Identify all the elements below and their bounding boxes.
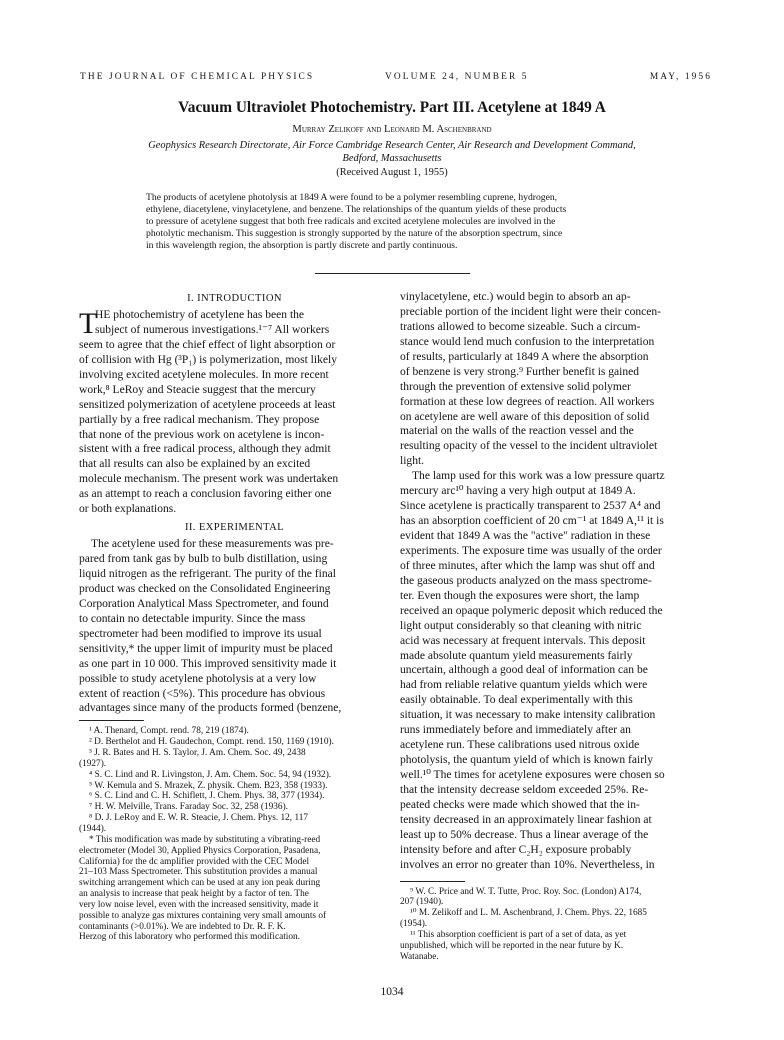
body-line: subject of numerous investigations.¹⁻⁷ All workers <box>95 323 330 336</box>
body-line: through the prevention of extensive solid polymer <box>400 380 631 393</box>
body-line: seem to agree that the chief effect of light absorption or <box>79 338 336 351</box>
footnote: Herzog of this laboratory who performed this modification. <box>79 932 301 943</box>
footnote: (1927). <box>79 758 107 769</box>
footnote: ¹ A. Thenard, Compt. rend. 78, 219 (1874). <box>89 726 249 737</box>
footnote: an analysis to increase that peak height by a factor of ten. The <box>79 889 309 900</box>
footnote: ⁸ D. J. LeRoy and E. W. R. Steacie, J. Chem. Phys. 12, 117 <box>89 813 309 824</box>
body-line: of results, particularly at 1849 A where the absorption <box>400 350 649 363</box>
footnote: California) for the dc amplifier provided with the CEC Model <box>79 856 310 867</box>
body-line: sistent with a free radical process, although they admit <box>79 443 331 456</box>
body-line: well.¹⁰ The times for acetylene exposures were chosen so <box>400 769 665 781</box>
body-line: extent of reaction (<5%). This procedure has obvious <box>79 687 326 700</box>
left-column <box>79 290 390 943</box>
journal-name: THE JOURNAL OF CHEMICAL PHYSICS <box>80 72 315 82</box>
volume-number: VOLUME 24, NUMBER 5 <box>385 72 529 82</box>
footnote: (1954). <box>400 919 428 930</box>
received-date: (Received August 1, 1955) <box>336 167 448 178</box>
body-line: received an opaque polymeric deposit which reduced the <box>400 604 663 617</box>
footnote: Watanabe. <box>400 951 439 962</box>
body-line: formation at these low degrees of reaction. All workers <box>400 395 655 408</box>
footnote: ³ J. R. Bates and H. S. Taylor, J. Am. Chem. Soc. 49, 2438 <box>89 748 306 759</box>
body-line: vinylacetylene, etc.) would begin to absorb an ap- <box>400 291 631 303</box>
body-line: The acetylene used for these measurements was pre- <box>91 538 334 551</box>
body-line: as an attempt to reach a conclusion favoring either one <box>79 488 332 501</box>
right-column <box>400 290 711 962</box>
footnote-divider <box>79 720 144 721</box>
abstract-line: ethylene, diacetylene, vinylacetylene, and benzene. The relationships of the quantum yields of these products <box>146 204 567 215</box>
body-line: the gaseous products analyzed on the mass spectrome- <box>400 574 652 587</box>
body-line: light. <box>400 455 425 468</box>
experimental-paragraph <box>79 537 390 716</box>
body-line: mercury arc¹⁰ having a very high output at 1849 A. <box>400 485 636 498</box>
body-line: material on the walls of the reaction vessel and the <box>400 425 634 438</box>
body-line: intensity before and after C₂H₂ exposure probably <box>400 843 632 856</box>
body-line: acid was necessary at frequent intervals. This deposit <box>400 634 646 647</box>
footnote: ⁴ S. C. Lind and R. Livingston, J. Am. Chem. Soc. 54, 94 (1932). <box>89 769 332 780</box>
issue-date: MAY, 1956 <box>649 72 712 82</box>
body-line: evident that 1849 A was the "active" radiation in these <box>400 530 651 542</box>
abstract-line: photolytic mechanism. This suggestion is strongly supported by the nature of the absorption spectrum, since <box>146 228 563 239</box>
body-line: has an absorption coefficient of 20 cm⁻¹ at 1849 A,¹¹ it is <box>400 515 664 528</box>
section-heading-introduction: I. INTRODUCTION <box>187 293 282 304</box>
body-line: experiments. The exposure time was usually of the order <box>400 544 662 557</box>
body-line: that all results can also be explained by an excited <box>79 458 311 471</box>
footnote: very low noise level, even with the increased sensitivity, made it <box>79 899 319 910</box>
body-line: work,⁸ LeRoy and Steacie suggest that the mercury <box>79 383 316 396</box>
footnote: 21–103 Mass Spectrometer. This substitution provides a manual <box>79 867 318 878</box>
body-line: pared from tank gas by bulb to bulb distillation, using <box>79 553 328 566</box>
body-line: ter. Even though the exposures were short, the lamp <box>400 589 640 602</box>
author-affiliation <box>60 139 724 165</box>
affiliation-line: Geophysics Research Directorate, Air Force Cambridge Research Center, Air Research and Development Command, <box>148 140 636 151</box>
footnote: (1944). <box>79 823 107 834</box>
footnote: ¹⁰ M. Zelikoff and L. M. Aschenbrand, J. Chem. Phys. 22, 1685 <box>410 908 647 919</box>
body-line: or both explanations. <box>79 503 177 516</box>
body-line: that the intensity decrease seldom exceeded 25%. Re- <box>400 783 649 796</box>
body-line: possible to study acetylene photolysis at a very low <box>79 672 317 685</box>
article-authors: Murray Zelikoff and Leonard M. Aschenbrand <box>292 124 492 135</box>
body-line: of benzene is very strong.⁹ Further benefit is gained <box>400 365 640 378</box>
body-line: light output considerably so that cleaning with nitric <box>400 619 642 632</box>
footnote: * This modification was made by substituting a vibrating-reed <box>89 834 321 845</box>
body-line: runs immediately before and immediately after an <box>400 724 631 737</box>
abstract-line: in this wavelength region, the absorption is partly discrete and partly continuous. <box>146 240 458 251</box>
footnotes-right <box>400 887 711 963</box>
footnotes-left <box>79 726 390 943</box>
introduction-paragraph <box>79 308 390 517</box>
body-line: involving excited acetylene molecules. In more recent <box>79 368 329 381</box>
footnote: ⁵ W. Kemula and S. Mrazek, Z. physik. Chem. B23, 358 (1933). <box>89 780 328 791</box>
drop-cap: T <box>79 307 98 340</box>
footnote: electrometer (Model 30, Applied Physics Corporation, Pasadena, <box>79 845 321 856</box>
body-line: of collision with Hg (³P₁) is polymerization, most likely <box>79 353 337 366</box>
body-line: situation, it was necessary to make intensity calibration <box>400 709 656 722</box>
body-line: made absolute quantum yield measurements fairly <box>400 649 633 662</box>
page-number: 1034 <box>380 986 404 998</box>
footnote-divider <box>400 881 465 882</box>
body-line: peated checks were made which showed that the in- <box>400 798 640 811</box>
body-line: molecule mechanism. The present work was undertaken <box>79 473 339 486</box>
body-line: Since acetylene is practically transparent to 2537 A⁴ and <box>400 500 661 513</box>
footnote: possible to analyze gas mixtures containing very small amounts of <box>79 910 327 921</box>
body-line: HE photochemistry of acetylene has been the <box>95 309 305 321</box>
body-line: tensity decreased in an approximately linear fashion at <box>400 813 652 826</box>
body-line: resulting opacity of the vessel to the incident ultraviolet <box>400 440 658 453</box>
body-text-right <box>400 290 711 873</box>
abstract-divider <box>315 273 470 274</box>
body-line: sensitized polymerization of acetylene proceeds at least <box>79 398 336 411</box>
body-line: easily obtainable. To deal experimentally with this <box>400 694 633 707</box>
footnote: ⁶ S. C. Lind and C. H. Schiflett, J. Chem. Phys. 38, 377 (1934). <box>89 791 325 802</box>
footnote: unpublished, which will be reported in the near future by K. <box>400 940 624 951</box>
affiliation-line: Bedford, Massachusetts <box>342 153 442 164</box>
body-line: advantages since many of the products formed (benzene, <box>79 702 342 715</box>
body-line: to contain no detectable impurity. Since the mass <box>79 612 306 625</box>
body-line: of three minutes, after which the lamp was shut off and <box>400 559 655 572</box>
footnote: 207 (1940). <box>400 897 444 908</box>
body-line: Corporation Analytical Mass Spectrometer, and found <box>79 597 329 610</box>
body-line: preciable portion of the incident light were their concen- <box>400 305 661 318</box>
body-line: uncertain, although a good deal of information can be <box>400 664 648 677</box>
body-line: involves an error no greater than 10%. Nevertheless, in <box>400 858 655 871</box>
body-line: partially by a free radical mechanism. They propose <box>79 413 320 426</box>
abstract-line: to pressure of acetylene suggest that both free radicals and excited acetylene molecules are involved in the <box>146 216 556 227</box>
abstract <box>146 192 639 252</box>
body-line: photolysis, the quantum yield of which is known fairly <box>400 754 654 767</box>
abstract-line: The products of acetylene photolysis at 1849 A were found to be a polymer resembling cuprene, hydrogen, <box>146 192 558 203</box>
body-line: least up to 50% decrease. Thus a linear average of the <box>400 828 649 841</box>
body-line: as one part in 10 000. This improved sensitivity made it <box>79 657 337 670</box>
footnote: contaminants (>0.01%). We are indebted to Dr. R. F. K. <box>79 921 286 932</box>
article-title: Vacuum Ultraviolet Photochemistry. Part III. Acetylene at 1849 A <box>178 99 606 116</box>
body-line: that none of the previous work on acetylene is incon- <box>79 428 325 441</box>
body-line: The lamp used for this work was a low pressure quartz <box>412 470 665 483</box>
body-line: acetylene run. These calibrations used nitrous oxide <box>400 739 640 752</box>
footnote: switching arrangement which can be used at any ion peak during <box>79 878 321 889</box>
footnote: ⁷ H. W. Melville, Trans. Faraday Soc. 32, 258 (1936). <box>89 802 288 813</box>
body-line: liquid nitrogen as the refrigerant. The purity of the final <box>79 568 336 580</box>
body-line: sensitivity,* the upper limit of impurity must be placed <box>79 642 333 655</box>
body-line: had from reliable relative quantum yields which were <box>400 679 648 692</box>
body-line: trations allowed to become sizeable. Such a circum- <box>400 320 641 333</box>
body-line: spectrometer had been modified to improve its usual <box>79 627 322 640</box>
body-line: on acetylene are well aware of this deposition of solid <box>400 410 650 423</box>
section-heading-experimental: II. EXPERIMENTAL <box>184 522 285 534</box>
footnote: ² D. Berthelot and H. Gaudechon, Compt. rend. 150, 1169 (1910). <box>89 737 334 748</box>
body-line: product was checked on the Consolidated Engineering <box>79 582 331 595</box>
footnote: ⁹ W. C. Price and W. T. Tutte, Proc. Roy. Soc. (London) A174, <box>410 886 642 897</box>
footnote: ¹¹ This absorption coefficient is part of a set of data, as yet <box>410 929 627 940</box>
body-line: stance would lend much confusion to the interpretation <box>400 335 655 348</box>
